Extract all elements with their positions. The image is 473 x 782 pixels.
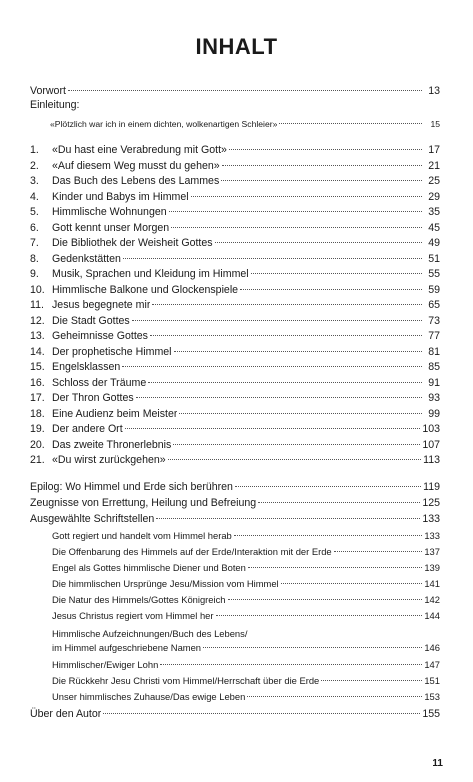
dot-leader xyxy=(321,680,422,681)
toc-chapter-entry[interactable] xyxy=(30,298,440,312)
toc-chapter-entry[interactable] xyxy=(30,422,440,436)
dot-leader xyxy=(152,304,422,305)
subentry-page: 133 xyxy=(424,530,440,541)
chapter-number: 16. xyxy=(30,376,45,389)
subentry-title: Engel als Gottes himmlische Diener und Boten xyxy=(52,562,246,573)
chapter-title: Die Bibliothek der Weisheit Gottes xyxy=(52,237,213,249)
dot-leader xyxy=(222,165,422,166)
subentry-title: Unser himmlisches Zuhause/Das ewige Leben xyxy=(52,691,246,702)
toc-chapter-entry[interactable] xyxy=(30,314,440,328)
subentry-page: 151 xyxy=(424,675,440,686)
dot-leader xyxy=(248,567,422,568)
chapter-title: «Auf diesem Weg musst du gehen» xyxy=(52,159,220,172)
dot-leader xyxy=(123,258,422,259)
toc-entry-vorwort[interactable] xyxy=(30,84,440,98)
chapter-page: 81 xyxy=(428,345,440,358)
toc-entry-page: 119 xyxy=(423,481,440,493)
subentry-title: Himmlischer/Ewiger Lohn xyxy=(52,659,159,670)
dot-leader xyxy=(216,615,423,616)
toc-chapter-entry[interactable] xyxy=(30,438,440,452)
toc-entry-page: 15 xyxy=(430,119,440,129)
dot-leader xyxy=(174,351,422,352)
toc-chapter-entry[interactable] xyxy=(30,174,440,188)
toc-subentry[interactable] xyxy=(30,641,440,655)
chapter-title: Der prophetische Himmel xyxy=(52,345,172,358)
chapter-page: 55 xyxy=(428,268,440,280)
chapter-title: Gedenkstätten xyxy=(52,252,121,265)
toc-entry-page: 125 xyxy=(422,497,440,509)
dot-leader xyxy=(103,713,420,714)
toc-chapter-entry[interactable] xyxy=(30,205,440,219)
chapter-number: 1. xyxy=(30,144,39,156)
chapter-number: 11. xyxy=(30,299,44,311)
subentry-page: 147 xyxy=(424,659,440,670)
page-title: INHALT xyxy=(195,34,278,59)
toc-subentry[interactable] xyxy=(30,690,440,704)
chapter-number: 14. xyxy=(30,345,45,358)
dot-leader xyxy=(258,502,420,503)
toc-chapter-entry[interactable] xyxy=(30,329,440,343)
dot-leader xyxy=(122,366,422,367)
chapter-title: «Du wirst zurückgehen» xyxy=(52,454,166,466)
dot-leader xyxy=(235,486,421,487)
dot-leader xyxy=(150,335,422,336)
toc-entry-title: Zeugnisse von Errettung, Heilung und Befreiung xyxy=(30,497,257,509)
chapter-number: 4. xyxy=(30,190,39,203)
toc-entry-einleitung[interactable] xyxy=(30,98,440,112)
subentry-page: 141 xyxy=(424,578,440,589)
toc-entry-title: Vorwort xyxy=(30,85,66,97)
toc-subentry[interactable] xyxy=(30,545,440,559)
toc-chapter-entry[interactable] xyxy=(30,360,440,374)
chapter-number: 10. xyxy=(30,283,45,296)
chapter-page: 45 xyxy=(428,221,440,234)
toc-chapter-entry[interactable] xyxy=(30,283,440,297)
subentry-title: Die Offenbarung des Himmels auf der Erde/Interaktion mit der Erde xyxy=(52,546,332,557)
toc-chapter-entry[interactable] xyxy=(30,391,440,405)
chapter-title: Schloss der Träume xyxy=(52,376,147,389)
toc-entry-title: Einleitung: xyxy=(30,99,80,111)
chapter-number: 13. xyxy=(30,330,45,342)
toc-chapter-entry[interactable] xyxy=(30,236,440,250)
chapter-title: Das Buch des Lebens des Lammes xyxy=(52,175,220,187)
dot-leader xyxy=(228,599,422,600)
chapter-number: 3. xyxy=(30,175,39,187)
toc-entry-about[interactable] xyxy=(30,707,440,721)
toc-subentry[interactable] xyxy=(30,658,440,672)
subentry-page: 142 xyxy=(424,594,440,605)
subentry-title-line1: Himmlische Aufzeichnungen/Buch des Lebens/ xyxy=(52,628,248,639)
chapter-page: 85 xyxy=(428,361,440,373)
dot-leader xyxy=(191,196,422,197)
dot-leader xyxy=(247,696,422,697)
subentry-title: Die himmlischen Ursprünge Jesu/Mission vom Himmel xyxy=(52,578,279,589)
dot-leader xyxy=(132,320,422,321)
page-number: 11 xyxy=(432,758,443,769)
chapter-title: Das zweite Thronerlebnis xyxy=(52,438,172,451)
chapter-page: 21 xyxy=(428,159,440,172)
chapter-number: 8. xyxy=(30,252,39,265)
toc-subentry[interactable] xyxy=(30,561,440,575)
dot-leader xyxy=(156,518,420,519)
chapter-title: Geheimnisse Gottes xyxy=(52,330,148,342)
toc-chapter-entry[interactable] xyxy=(30,221,440,235)
chapter-number: 9. xyxy=(30,268,39,280)
chapter-title: Himmlische Wohnungen xyxy=(52,206,167,218)
toc-entry-title: «Plötzlich war ich in einem dichten, wolkenartigen Schleier» xyxy=(50,119,278,129)
toc-entry-intro-sub[interactable] xyxy=(30,117,440,131)
chapter-title: Der andere Ort xyxy=(52,423,123,435)
chapter-number: 20. xyxy=(30,438,45,451)
chapter-page: 35 xyxy=(428,206,440,218)
chapter-number: 19. xyxy=(30,423,45,435)
chapter-title: Jesus begegnete mir xyxy=(52,299,151,311)
toc-subentry[interactable] xyxy=(30,593,440,607)
toc-entry-page: 155 xyxy=(422,708,440,720)
dot-leader xyxy=(171,227,422,228)
chapter-page: 77 xyxy=(428,330,440,342)
toc-entry-page: 13 xyxy=(428,85,440,97)
chapter-title: Himmlische Balkone und Glockenspiele xyxy=(52,283,239,296)
subentry-page: 144 xyxy=(424,610,440,621)
chapter-page: 103 xyxy=(422,423,440,435)
chapter-page: 51 xyxy=(428,252,440,265)
subentry-page: 153 xyxy=(424,691,440,702)
chapter-page: 99 xyxy=(428,407,440,420)
subentry-page: 146 xyxy=(424,642,440,653)
chapter-title: Die Stadt Gottes xyxy=(52,314,130,327)
dot-leader xyxy=(125,428,421,429)
toc-subentry[interactable] xyxy=(30,529,440,543)
subentry-title: Gott regiert und handelt vom Himmel herab xyxy=(52,530,232,541)
subentry-title: Die Rückkehr Jesu Christi vom Himmel/Herrschaft über die Erde xyxy=(52,675,320,686)
toc-chapter-entry[interactable] xyxy=(30,376,440,390)
chapter-title: Gott kennt unser Morgen xyxy=(52,221,170,234)
subentry-title: Die Natur des Himmels/Gottes Königreich xyxy=(52,594,226,605)
dot-leader xyxy=(334,551,422,552)
dot-leader xyxy=(136,397,422,398)
dot-leader xyxy=(215,242,422,243)
chapter-title: Musik, Sprachen und Kleidung im Himmel xyxy=(52,268,249,280)
chapter-number: 21. xyxy=(30,454,45,466)
toc-entry-title: Über den Autor xyxy=(30,708,102,720)
chapter-number: 6. xyxy=(30,221,39,234)
toc-subentry[interactable] xyxy=(30,577,440,591)
toc-chapter-entry[interactable] xyxy=(30,453,440,467)
chapter-page: 49 xyxy=(428,237,440,249)
toc-subentry[interactable] xyxy=(30,609,440,623)
chapter-page: 93 xyxy=(428,392,440,404)
dot-leader xyxy=(160,664,422,665)
dot-leader xyxy=(179,413,422,414)
toc-entry-page: 133 xyxy=(422,513,440,525)
toc-chapter-entry[interactable] xyxy=(30,190,440,204)
chapter-title: Engelsklassen xyxy=(52,361,121,373)
chapter-number: 5. xyxy=(30,206,39,218)
toc-chapter-entry[interactable] xyxy=(30,252,440,266)
chapter-page: 73 xyxy=(428,314,440,327)
chapter-page: 65 xyxy=(428,299,440,311)
dot-leader xyxy=(251,273,422,274)
toc-entry-zeugnisse[interactable] xyxy=(30,496,440,510)
toc-entry-title: Ausgewählte Schriftstellen xyxy=(30,513,155,525)
chapter-number: 7. xyxy=(30,237,39,249)
toc-chapter-entry[interactable] xyxy=(30,159,440,173)
dot-leader xyxy=(234,535,422,536)
chapter-page: 25 xyxy=(428,175,440,187)
chapter-title: Kinder und Babys im Himmel xyxy=(52,190,189,203)
subentry-title: Jesus Christus regiert vom Himmel her xyxy=(52,610,214,621)
chapter-number: 18. xyxy=(30,407,45,420)
toc-chapter-entry[interactable] xyxy=(30,407,440,421)
toc-chapter-entry[interactable] xyxy=(30,143,440,157)
chapter-title: Der Thron Gottes xyxy=(52,392,134,404)
chapter-number: 12. xyxy=(30,314,45,327)
toc-entry-title: Epilog: Wo Himmel und Erde sich berühren xyxy=(30,481,233,493)
chapter-page: 17 xyxy=(428,144,440,156)
dot-leader xyxy=(68,90,422,91)
dot-leader xyxy=(203,647,422,648)
toc-chapter-entry[interactable] xyxy=(30,267,440,281)
dot-leader xyxy=(168,459,421,460)
dot-leader xyxy=(148,382,422,383)
subentry-page: 137 xyxy=(424,546,440,557)
chapter-number: 15. xyxy=(30,361,45,373)
dot-leader xyxy=(281,583,422,584)
toc-entry-schriftstellen[interactable] xyxy=(30,512,440,526)
chapter-page: 91 xyxy=(428,376,440,389)
toc-chapter-entry[interactable] xyxy=(30,345,440,359)
chapter-title: «Du hast eine Verabredung mit Gott» xyxy=(52,144,227,156)
dot-leader xyxy=(221,180,422,181)
dot-leader xyxy=(173,444,420,445)
dot-leader xyxy=(279,123,422,124)
chapter-number: 2. xyxy=(30,159,39,172)
chapter-number: 17. xyxy=(30,392,45,404)
chapter-page: 59 xyxy=(428,283,440,296)
dot-leader xyxy=(229,149,422,150)
toc-subentry[interactable] xyxy=(30,674,440,688)
dot-leader xyxy=(240,289,422,290)
subentry-title: im Himmel aufgeschriebene Namen xyxy=(52,642,202,653)
chapter-page: 113 xyxy=(423,454,440,466)
chapter-page: 29 xyxy=(428,190,440,203)
toc-entry-epilog[interactable] xyxy=(30,480,440,494)
dot-leader xyxy=(169,211,422,212)
chapter-page: 107 xyxy=(422,438,440,451)
chapter-title: Eine Audienz beim Meister xyxy=(52,407,178,420)
subentry-page: 139 xyxy=(424,562,440,573)
